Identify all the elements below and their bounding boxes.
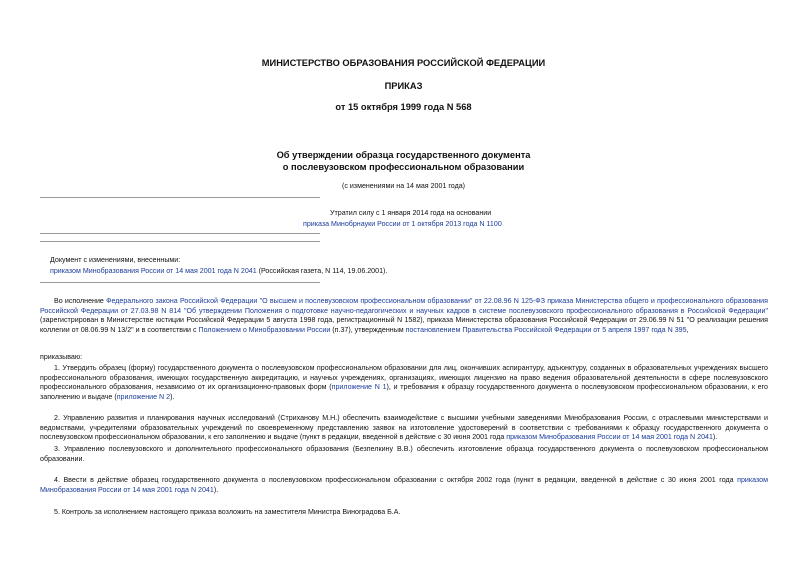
- item-1: [40, 364, 768, 403]
- divider: [40, 241, 320, 242]
- divider: [40, 282, 320, 283]
- item-text: 2. Управлению развития и планирования научных исследований (Стриханову М.Н.) обеспечить взаимодействие с высшими учебными заведениями Минобразования России, с отраслевыми министерствами и ведомствами, учредителями образовательных учреждений по своевременному представлению заявок на изготовление удостоверений в соответствии с требованиями к образцу государственного документа о послевузовском профессиональном образовании, к его заполнению и выдаче (пункт в редакции, введенной в действие с 30 июня 2001 года: [40, 414, 768, 442]
- amendments-label: Документ с изменениями, внесенными:: [50, 256, 181, 264]
- item-5: [40, 508, 768, 518]
- appendix-2-link[interactable]: приложение N 2: [116, 393, 171, 402]
- appendix-1-link[interactable]: приложение N 1: [331, 383, 387, 392]
- item-3: [40, 445, 768, 464]
- divider: [40, 233, 320, 234]
- validity-link[interactable]: приказа Минобрнауки России от 1 октября 2013 года N 1100: [303, 220, 502, 228]
- title-line-1: Об утверждении образца государственного документа: [276, 150, 531, 160]
- doc-type-heading: ПРИКАЗ: [384, 81, 423, 91]
- validity-text: Утратил силу с 1 января 2014 года на основании: [330, 209, 492, 217]
- amendments-line: [50, 267, 387, 275]
- federal-law-link[interactable]: Федерального закона Российской Федерации "О высшем и послевузовском профессиональном образовании" от 22.08.96 N 125-ФЗ: [106, 297, 545, 305]
- preamble-text: (п.37), утвержденным: [330, 326, 406, 335]
- item-text: 3. Управлению послевузовского и дополнительного профессионального образования (Безпелкину В.В.) обеспечить изготовление образца государственного документа о послевузовском профессиональном образовании.: [40, 445, 768, 463]
- item-4: [40, 476, 768, 495]
- preamble-text: (зарегистрирован в Министерстве юстиции Российской Федерации 5 августа 1998 года, регистрационный N 1582), приказа Министерства образования Российской Федерации от 29.06.99 N 51 "О реализации решения коллегии от 08.06.99 N 13/2" и в соответствии с: [40, 316, 768, 335]
- item-2: [40, 414, 768, 443]
- item-text: ).: [170, 393, 175, 402]
- item-text: 4. Ввести в действие образец государственного документа о послевузовском профессиональном образовании с октября 2002 года (пункт в редакции, введенной в действие с 30 июня 2001 года: [54, 476, 738, 484]
- resolution-395-link[interactable]: постановлением Правительства Российской Федерации от 5 апреля 1997 года N 395: [405, 326, 687, 335]
- order-814-link[interactable]: приказа Министерства общего и профессионального образования Российской Федерации от 27.03.98 N 814 "Об утверждении Положения о подготовке научно-педагогических и научных кадров в системе послевузовского профессионального образования в Российской Федерации": [40, 297, 768, 315]
- preamble-paragraph: [40, 297, 768, 336]
- amendment-link[interactable]: приказом Минобразования России от 14 мая 2001 года N 2041: [50, 267, 257, 275]
- item-text: ), и требования к образцу государственного документа о послевузовском профессиональном образовании, к его заполнению и выдаче (: [40, 383, 769, 402]
- order-word: приказываю:: [40, 353, 83, 361]
- amendment-link[interactable]: приказом Минобразования России от 14 мая 2001 года N 2041: [506, 433, 713, 442]
- ministry-heading: МИНИСТЕРСТВО ОБРАЗОВАНИЯ РОССИЙСКОЙ ФЕДЕРАЦИИ: [261, 58, 546, 68]
- amendment-source: (Российская газета, N 114, 19.06.2001).: [256, 267, 388, 275]
- date-number-heading: от 15 октября 1999 года N 568: [335, 102, 472, 112]
- item-text: 5. Контроль за исполнением настоящего приказа возложить на заместителя Министра Виноградова Б.А.: [54, 508, 401, 516]
- amendment-link[interactable]: приказом Минобразования России от 14 мая 2001 года N 2041: [40, 476, 768, 494]
- preamble-text: ,: [686, 326, 689, 335]
- changes-note: (с изменениями на 14 мая 2001 года): [341, 182, 466, 190]
- regulation-link[interactable]: Положением о Минобразовании России: [198, 326, 331, 335]
- item-text: ).: [213, 485, 219, 494]
- preamble-text: Во исполнение: [54, 297, 107, 305]
- title-line-2: о послевузовском профессиональном образовании: [282, 162, 525, 172]
- divider: [40, 197, 320, 198]
- item-text: 1. Утвердить образец (форму) государственного документа о послевузовском профессиональном образовании для лиц, окончивших аспирантуру, адъюнктуру, созданных в образовательных учреждениях высшего профессионального образования, имеющих государственную аккредитацию, и научных учреждениях, организациях, имеющих лицензию на право ведения образовательной деятельности в сфере послевузовского профессионального образования, независимо от их организационно-правовых форм (: [40, 364, 768, 392]
- item-text: ).: [712, 433, 718, 442]
